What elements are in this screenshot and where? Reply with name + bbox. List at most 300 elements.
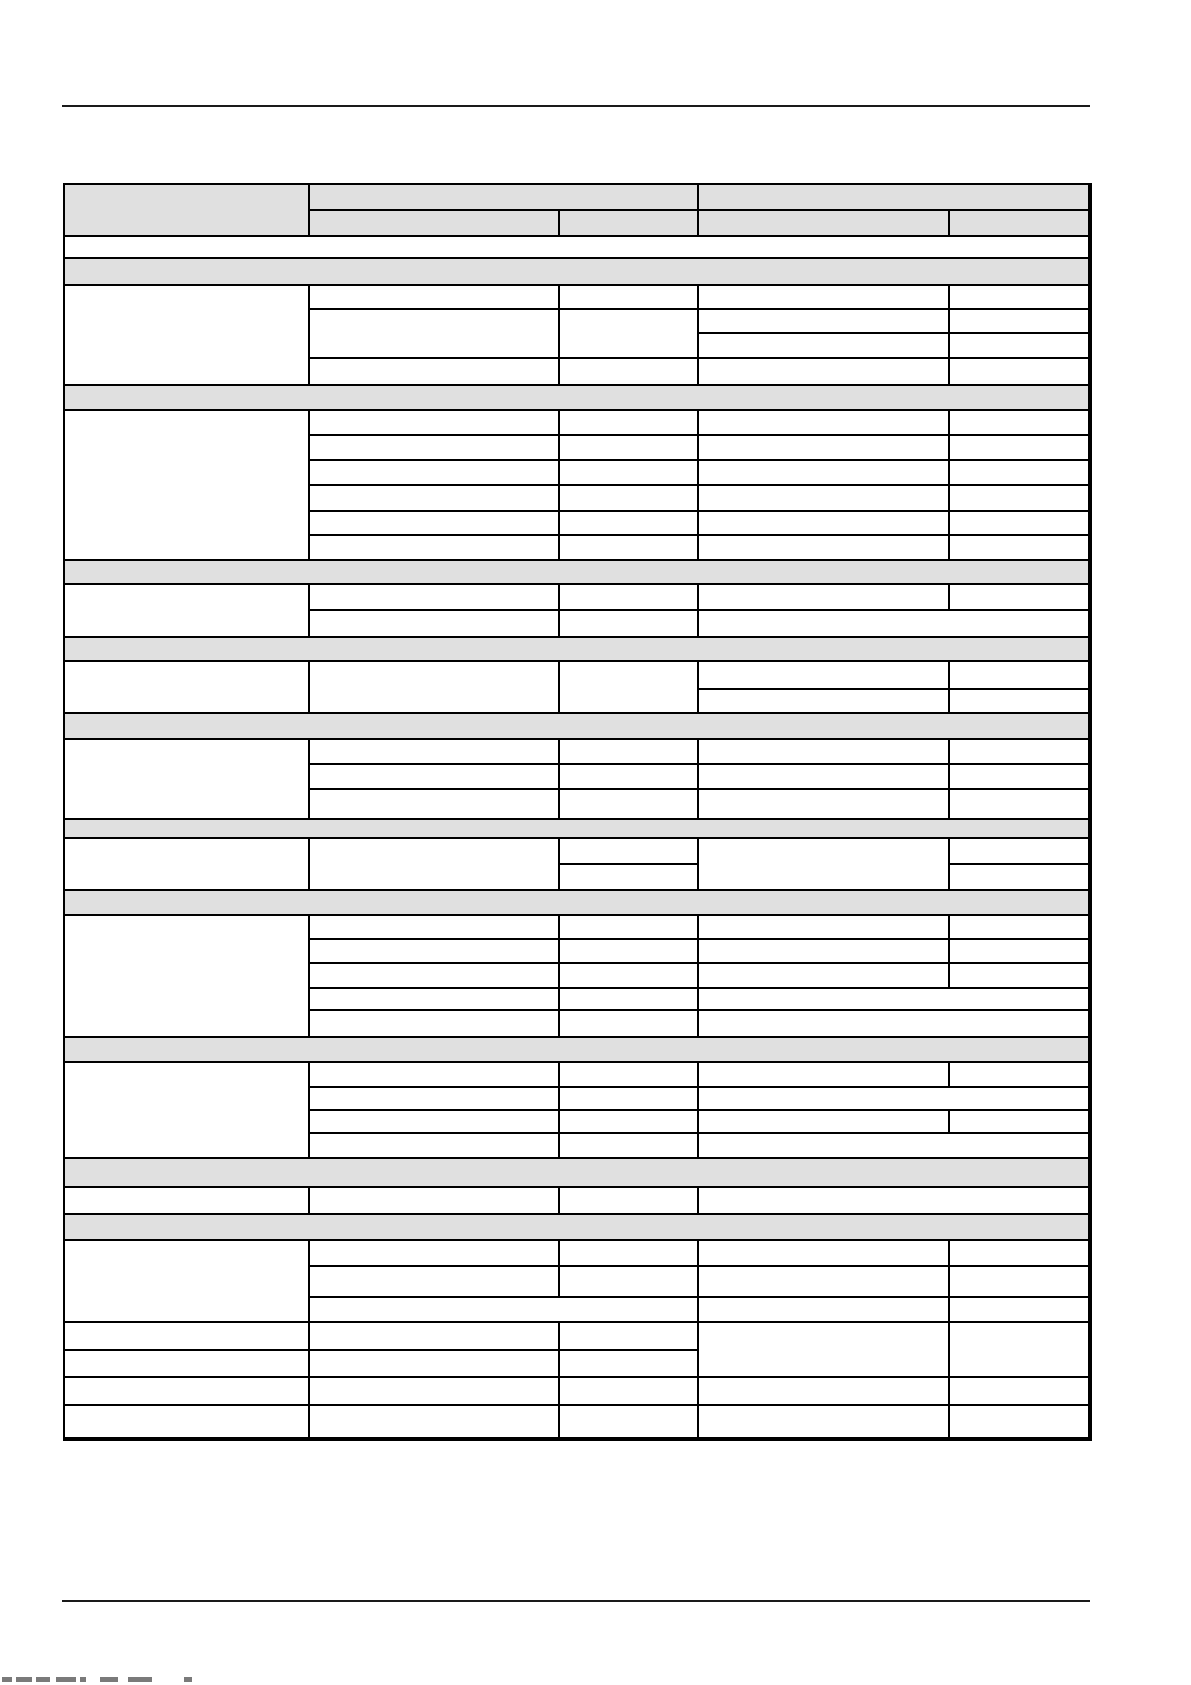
- table-cell: [558, 1349, 699, 1378]
- table-cell: [308, 1239, 560, 1267]
- table-cell-text: [950, 1241, 1090, 1245]
- table-cell-text: [560, 1323, 697, 1327]
- table-cell-text: [950, 1267, 1090, 1271]
- table-cell: [308, 484, 560, 512]
- table-cell-text: [65, 839, 308, 843]
- header-cell-text: [950, 211, 1090, 215]
- section-row: [63, 818, 1092, 839]
- table-cell-text: [699, 916, 948, 920]
- table-cell-text: [560, 839, 697, 843]
- table-cell-text: [950, 964, 1090, 968]
- table-cell-text: [699, 1011, 1090, 1015]
- table-cell-text: [65, 585, 308, 589]
- table-cell: [948, 284, 1092, 310]
- table-cell: [558, 738, 699, 765]
- table-cell: [948, 763, 1092, 790]
- header-cell-text: [699, 211, 948, 215]
- table-cell: [308, 409, 560, 436]
- header-cell: [63, 183, 310, 237]
- table-cell-text: [310, 359, 558, 363]
- header-cell: [697, 209, 950, 237]
- header-rule: [62, 105, 1090, 107]
- table-cell-text: [65, 286, 308, 290]
- table-cell: [63, 583, 310, 638]
- table-cell-text: [950, 310, 1090, 314]
- table-cell: [308, 1086, 560, 1111]
- table-cell: [558, 609, 699, 638]
- table-cell: [558, 357, 699, 386]
- table-cell: [948, 837, 1092, 865]
- table-cell-text: [310, 1406, 558, 1410]
- table-cell: [558, 763, 699, 790]
- table-cell: [308, 914, 560, 940]
- table-cell-text: [950, 1063, 1090, 1067]
- table-cell: [63, 284, 310, 386]
- table-cell-text: [950, 512, 1090, 516]
- table-cell-text: [950, 334, 1090, 338]
- table-cell-text: [560, 585, 697, 589]
- table-cell-text: [560, 1063, 697, 1067]
- table-cell: [558, 1321, 699, 1351]
- table-cell: [948, 962, 1092, 989]
- table-cell-text: [560, 989, 697, 993]
- table-cell-text: [310, 486, 558, 490]
- table-cell-text: [699, 1241, 948, 1245]
- table-cell: [558, 284, 699, 310]
- table-cell-text: [65, 1063, 308, 1067]
- table-cell-text: [560, 964, 697, 968]
- header-cell: [948, 209, 1092, 237]
- table-cell: [697, 987, 1092, 1011]
- header-cell: [697, 183, 1092, 211]
- table-cell-text: [699, 436, 948, 440]
- table-cell-text: [699, 585, 948, 589]
- table-cell: [308, 1109, 560, 1134]
- table-cell: [63, 1349, 310, 1378]
- section-row-text: [65, 259, 1090, 263]
- table-cell: [308, 660, 560, 714]
- table-cell: [558, 1132, 699, 1159]
- table-cell: [948, 308, 1092, 334]
- table-cell-text: [65, 1188, 308, 1192]
- table-cell-text: [65, 662, 308, 666]
- table-cell-text: [560, 662, 697, 666]
- table-cell-text: [699, 536, 948, 540]
- table-cell: [697, 609, 1092, 638]
- table-cell-text: [950, 359, 1090, 363]
- table-cell: [308, 1186, 560, 1215]
- table-cell: [558, 914, 699, 940]
- table-cell-text: [310, 1134, 558, 1138]
- table-cell: [63, 1404, 310, 1441]
- table-cell-text: [560, 536, 697, 540]
- table-cell-text: [560, 1188, 697, 1192]
- table-cell-text: [310, 1298, 697, 1302]
- table-cell-text: [560, 310, 697, 314]
- table-cell: [697, 484, 950, 512]
- table-cell: [697, 1132, 1092, 1159]
- table-cell-text: [560, 512, 697, 516]
- table-cell-text: [310, 1267, 558, 1271]
- table-cell: [697, 1376, 950, 1406]
- table-cell: [948, 1061, 1092, 1088]
- table-cell-text: [950, 585, 1090, 589]
- table-cell: [948, 1239, 1092, 1267]
- table-cell: [697, 1321, 950, 1378]
- table-cell-text: [950, 940, 1090, 944]
- table-cell-text: [699, 1088, 1090, 1092]
- table-cell-text: [560, 916, 697, 920]
- table-cell-text: [950, 765, 1090, 769]
- table-cell: [948, 914, 1092, 940]
- table-cell: [558, 1376, 699, 1406]
- table-cell: [948, 1296, 1092, 1323]
- section-row-text: [65, 1215, 1090, 1219]
- table-cell: [948, 688, 1092, 714]
- table-cell-text: [950, 286, 1090, 290]
- table-cell: [308, 284, 560, 310]
- table-cell: [308, 534, 560, 561]
- table-cell-text: [560, 740, 697, 744]
- table-cell-text: [310, 989, 558, 993]
- table-cell-text: [310, 740, 558, 744]
- table-cell: [697, 1296, 950, 1323]
- table-cell: [948, 863, 1092, 891]
- table-cell-text: [310, 585, 558, 589]
- table-cell: [558, 1186, 699, 1215]
- table-cell: [308, 738, 560, 765]
- table-cell: [308, 357, 560, 386]
- table-cell-text: [560, 790, 697, 794]
- table-cell: [697, 409, 950, 436]
- table-cell-text: [560, 461, 697, 465]
- table-cell-text: [699, 790, 948, 794]
- table-cell-text: [65, 1351, 308, 1355]
- table-cell-text: [65, 411, 308, 415]
- table-cell-text: [65, 1406, 308, 1410]
- section-row-text: [65, 714, 1090, 718]
- table-cell-text: [310, 286, 558, 290]
- table-cell-text: [65, 916, 308, 920]
- table-cell-text: [950, 839, 1090, 843]
- table-cell: [697, 660, 950, 690]
- table-cell-text: [699, 690, 948, 694]
- table-cell: [63, 660, 310, 714]
- header-cell: [558, 209, 699, 237]
- table-cell-text: [310, 940, 558, 944]
- table-cell: [63, 738, 310, 820]
- table-cell: [948, 583, 1092, 611]
- section-row-text: [65, 561, 1090, 565]
- header-cell-text: [560, 211, 697, 215]
- table-cell: [308, 510, 560, 536]
- table-cell: [697, 284, 950, 310]
- table-cell: [63, 409, 310, 561]
- table-cell: [948, 938, 1092, 964]
- table-cell: [948, 409, 1092, 436]
- table-cell-text: [560, 940, 697, 944]
- section-row: [63, 889, 1092, 916]
- table-cell: [697, 308, 950, 334]
- table-cell-text: [950, 1111, 1090, 1115]
- section-row-text: [65, 820, 1090, 824]
- section-row-text: [65, 638, 1090, 642]
- table-cell-text: [310, 916, 558, 920]
- table-cell: [948, 1109, 1092, 1134]
- table-cell-text: [560, 1111, 697, 1115]
- table-cell: [558, 788, 699, 820]
- table-cell: [948, 534, 1092, 561]
- table-cell: [308, 459, 560, 486]
- table-cell: [558, 1239, 699, 1267]
- table-cell: [697, 332, 950, 359]
- table-cell: [308, 1349, 560, 1378]
- table-cell-text: [950, 1323, 1090, 1327]
- table-cell-text: [699, 359, 948, 363]
- table-cell-text: [560, 765, 697, 769]
- table-cell-text: [950, 662, 1090, 666]
- table-cell: [63, 837, 310, 891]
- table-cell: [558, 534, 699, 561]
- table-cell: [308, 1061, 560, 1088]
- table-cell: [948, 459, 1092, 486]
- table-cell: [697, 534, 950, 561]
- table-cell: [558, 1061, 699, 1088]
- table-cell-text: [699, 839, 948, 843]
- table-cell: [558, 434, 699, 461]
- table-cell-text: [699, 940, 948, 944]
- table-cell-text: [699, 964, 948, 968]
- table-cell-text: [310, 411, 558, 415]
- table-cell: [308, 1321, 560, 1351]
- table-cell-text: [310, 765, 558, 769]
- table-cell: [558, 510, 699, 536]
- section-row: [63, 1036, 1092, 1063]
- table-cell-text: [699, 286, 948, 290]
- table-cell: [558, 583, 699, 611]
- table-cell-text: [699, 1323, 948, 1327]
- table-cell-text: [699, 1134, 1090, 1138]
- table-cell-text: [699, 310, 948, 314]
- table-cell: [697, 962, 950, 989]
- table-cell-text: [560, 1406, 697, 1410]
- table-cell-text: [950, 486, 1090, 490]
- table-cell: [697, 1239, 950, 1267]
- table-cell: [697, 837, 950, 891]
- table-cell-text: [560, 1351, 697, 1355]
- table-cell-text: [560, 611, 697, 615]
- table-cell: [308, 1296, 699, 1323]
- table-cell-text: [699, 1063, 948, 1067]
- table-cell: [63, 914, 310, 1038]
- table-cell-text: [699, 334, 948, 338]
- section-row: [63, 1213, 1092, 1241]
- table-cell-text: [699, 1111, 948, 1115]
- table-cell: [558, 837, 699, 865]
- table-cell: [308, 1265, 560, 1298]
- table-cell-text: [560, 1267, 697, 1271]
- table-cell-text: [699, 411, 948, 415]
- table-cell: [697, 738, 950, 765]
- table-cell-text: [950, 690, 1090, 694]
- table-cell-text: [699, 1406, 948, 1410]
- table-cell: [308, 837, 560, 891]
- table-cell-text: [310, 536, 558, 540]
- table-cell: [308, 962, 560, 989]
- table-cell: [697, 938, 950, 964]
- table-cell: [308, 583, 560, 611]
- table-cell-text: [699, 512, 948, 516]
- table-cell-text: [560, 1241, 697, 1245]
- table-cell: [558, 1265, 699, 1298]
- table-cell-text: [560, 1378, 697, 1382]
- table-cell: [697, 583, 950, 611]
- table-cell-text: [310, 1011, 558, 1015]
- table-cell: [697, 1009, 1092, 1038]
- table-cell: [697, 914, 950, 940]
- table-cell-text: [560, 486, 697, 490]
- table-cell: [308, 308, 560, 359]
- table-cell: [948, 510, 1092, 536]
- table-cell: [308, 763, 560, 790]
- table-cell: [558, 962, 699, 989]
- table-cell-text: [950, 1406, 1090, 1410]
- table-cell-text: [699, 461, 948, 465]
- table-cell: [948, 332, 1092, 359]
- table-cell: [948, 1376, 1092, 1406]
- table-cell-text: [699, 765, 948, 769]
- section-row-text: [65, 1038, 1090, 1042]
- section-row: [63, 636, 1092, 662]
- table-cell: [558, 484, 699, 512]
- table-cell-text: [699, 1378, 948, 1382]
- table-cell: [948, 660, 1092, 690]
- table-cell: [697, 1404, 950, 1441]
- table-cell-text: [65, 1323, 308, 1327]
- table-cell: [63, 1186, 310, 1215]
- table-cell-text: [950, 865, 1090, 869]
- table-cell-text: [950, 536, 1090, 540]
- table-cell: [697, 1265, 950, 1298]
- table-cell-text: [560, 1011, 697, 1015]
- table-cell-text: [950, 1298, 1090, 1302]
- table-cell: [558, 1404, 699, 1441]
- header-cell: [308, 209, 560, 237]
- table-cell-text: [699, 989, 1090, 993]
- table-cell: [558, 1086, 699, 1111]
- table-cell-text: [310, 1241, 558, 1245]
- table-cell-text: [65, 1378, 308, 1382]
- table-cell-text: [560, 411, 697, 415]
- table-cell-text: [950, 740, 1090, 744]
- table-cell-text: [560, 359, 697, 363]
- table-cell-text: [699, 1188, 1090, 1192]
- table-cell: [948, 738, 1092, 765]
- table-cell-text: [65, 1241, 308, 1245]
- table-cell: [948, 357, 1092, 386]
- table-cell: [308, 1376, 560, 1406]
- table-cell: [558, 987, 699, 1011]
- table-cell-text: [310, 1063, 558, 1067]
- table-cell-text: [560, 436, 697, 440]
- table-cell: [697, 1109, 950, 1134]
- section-row: [63, 384, 1092, 411]
- table-cell-text: [310, 1378, 558, 1382]
- table-cell: [308, 788, 560, 820]
- table-cell: [558, 660, 699, 714]
- table-cell-text: [310, 839, 558, 843]
- table-cell: [558, 409, 699, 436]
- table-cell: [63, 1376, 310, 1406]
- header-cell-text: [310, 185, 697, 189]
- table-cell-text: [950, 436, 1090, 440]
- table-cell-text: [310, 1323, 558, 1327]
- table-cell-text: [310, 611, 558, 615]
- table-cell: [63, 1321, 310, 1351]
- table-cell: [948, 788, 1092, 820]
- footer-rule: [62, 1600, 1090, 1602]
- table-cell: [63, 1239, 310, 1323]
- table-cell-text: [310, 1188, 558, 1192]
- table-cell: [697, 434, 950, 461]
- table-cell: [558, 1009, 699, 1038]
- table-cell-text: [310, 1351, 558, 1355]
- table-cell: [697, 763, 950, 790]
- header-cell-text: [310, 211, 558, 215]
- table-cell: [948, 434, 1092, 461]
- header-cell: [308, 183, 699, 211]
- table-cell-text: [560, 865, 697, 869]
- table-cell-text: [310, 512, 558, 516]
- table-cell-text: [560, 1134, 697, 1138]
- footer-cut-text: [0, 1672, 200, 1685]
- section-row: [63, 712, 1092, 740]
- table-cell: [308, 1009, 560, 1038]
- table-cell-text: [310, 436, 558, 440]
- table-cell: [63, 235, 1092, 259]
- table-cell: [558, 1109, 699, 1134]
- table-cell-text: [560, 286, 697, 290]
- table-cell-text: [699, 662, 948, 666]
- table-cell: [948, 1321, 1092, 1378]
- table-cell: [697, 1086, 1092, 1111]
- table-cell: [558, 459, 699, 486]
- table-cell: [308, 434, 560, 461]
- table-cell: [948, 1265, 1092, 1298]
- section-row: [63, 1157, 1092, 1188]
- table-cell: [308, 938, 560, 964]
- table-cell-text: [310, 1111, 558, 1115]
- table-cell-text: [699, 1267, 948, 1271]
- table-cell-text: [950, 411, 1090, 415]
- section-row: [63, 257, 1092, 286]
- table-cell: [697, 510, 950, 536]
- table-cell: [558, 863, 699, 891]
- table-cell: [63, 1061, 310, 1159]
- table-cell-text: [699, 740, 948, 744]
- table-cell: [558, 308, 699, 359]
- table-cell: [697, 788, 950, 820]
- table-cell-text: [65, 237, 1090, 241]
- table-cell-text: [310, 662, 558, 666]
- table-cell-text: [310, 1088, 558, 1092]
- table-cell-text: [950, 1378, 1090, 1382]
- table-cell-text: [310, 461, 558, 465]
- table-cell-text: [310, 310, 558, 314]
- table-cell: [697, 1186, 1092, 1215]
- table-cell: [308, 1404, 560, 1441]
- table-cell-text: [699, 486, 948, 490]
